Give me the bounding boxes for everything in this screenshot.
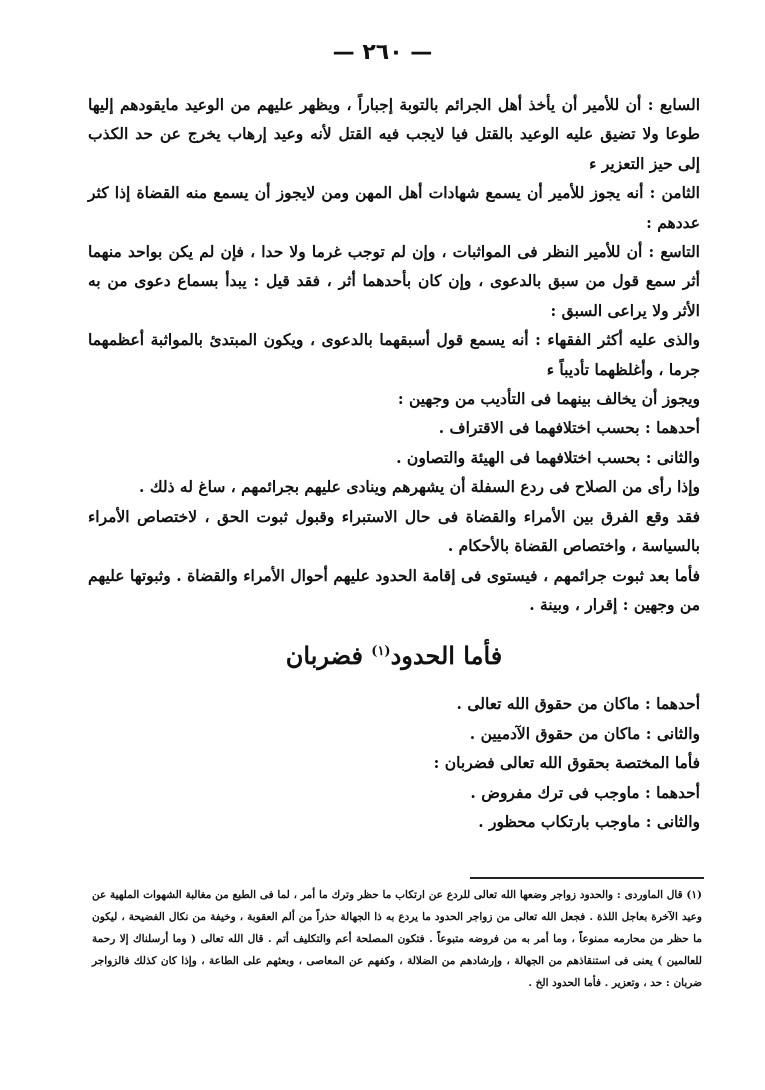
page-number: — ٢٦٠ —	[332, 40, 433, 65]
footnote-reference: (١)	[371, 644, 391, 660]
list-item: فأما المختصة بحقوق الله تعالى فضربان :	[433, 753, 700, 773]
paragraph-difference: فقد وقع الفرق بين الأمراء والقضاة فى حال الاستبراء وقبول ثبوت الحق ، لاختصاص الأمراء بالسياسة ، واختصاص القضاة بالأحكام .	[88, 506, 700, 556]
paragraph-public-shaming: وإذا رأى من الصلاح فى ردع السفلة أن يشهرهم وينادى عليهم بجرائمهم ، ساغ له ذلك .	[139, 477, 700, 497]
body-text	[88, 90, 700, 836]
footnote-divider	[470, 877, 704, 879]
list-item: أحدهما : ماوجب فى ترك مفروض .	[470, 782, 700, 802]
footnote	[92, 884, 702, 994]
section-title-text: فأما الحدود	[390, 641, 503, 671]
paragraph-seventh: السابع : أن للأمير أن يأخذ أهل الجرائم بالتوبة إجباراً ، ويظهر عليهم من الوعيد مايقودهم إليها طوعا ولا تضيق عليه الوعيد بالقتل فيا لايجب فيه القتل لأنه وعيد إرهاب يخرج عن حد الكذب إلى حيز التعزير ء	[88, 95, 700, 173]
list-item: والثانى : ماوجب بارتكاب محظور .	[478, 811, 700, 831]
paragraph-ninth: التاسع : أن للأمير النظر فى المواثبات ، وإن لم توجب غرما ولا حدا ، فإن لم يكن بواحد منهما أثر سمع قول من سبق بالدعوى ، وإن كان بأحدهما أثر ، فقد قيل : يبدأ بسماع دعوى من به الأثر ولا يراعى السبق :	[88, 242, 700, 320]
list-item: والثانى : ماكان من حقوق الآدميين .	[469, 723, 700, 743]
section-title	[88, 619, 700, 689]
paragraph-two-ways: ويجوز أن يخالف بينهما فى التأديب من وجهين :	[397, 389, 700, 409]
paragraph-eighth: الثامن : أنه يجوز للأمير أن يسمع شهادات أهل المهن ومن لايجوز أن يسمع منه القضاة إذا كثر عددهم :	[88, 183, 700, 232]
paragraph-majority-opinion: والذى عليه أكثر الفقهاء : أنه يسمع قول أسبقهما بالدعوى ، ويكون المبتدئ بالمواثبة أعظمهما جرما ، وأغلظهما تأديباً ء	[88, 330, 700, 379]
paragraph-after-proof: فأما بعد ثبوت جرائمهم ، فيستوى فى إقامة الحدود عليهم أحوال الأمراء والقضاة . وثبوتها عليهم من وجهين : إقرار ، وبينة .	[88, 565, 700, 614]
section-title-tail: فضربان	[285, 641, 363, 671]
footnote-text: (١) قال الماوردى : والحدود زواجر وضعها الله تعالى للردع عن ارتكاب ما حظر وترك ما أمر ، لما فى الطبع من مغالبة الشهوات الملهية عن وعيد الآخرة بعاجل اللذة . فجعل الله تعالى من زواجر الحدود ما يردع به ذا الجهالة حذراً من ألم العقوبة ، وخيفة من نكال الفضيحة ، ليكون ما حظر من محارمه ممنوعاً ، وما أمر به من فروضه متبوعاً . فتكون المصلحة أعم والتكليف أتم . قال الله تعالى ( وما أرسلناك إلا رحمة للعالمين ) يعنى فى استنقاذهم من الجهالة ، وإرشادهم من الضلالة ، وكفهم عن المعاصى ، وبعثهم على الطاعة ، وإذا كان كذلك فالزواجر ضربان : حد ، وتعزير . فأما الحدود الخ .	[92, 889, 702, 989]
paragraph-second-way: والثانى : بحسب اختلافهما فى الهيئة والتصاون .	[396, 447, 700, 467]
list-item: أحدهما : ماكان من حقوق الله تعالى .	[456, 694, 700, 714]
paragraph-first-way: أحدهما : بحسب اختلافهما فى الاقتراف .	[438, 418, 700, 438]
